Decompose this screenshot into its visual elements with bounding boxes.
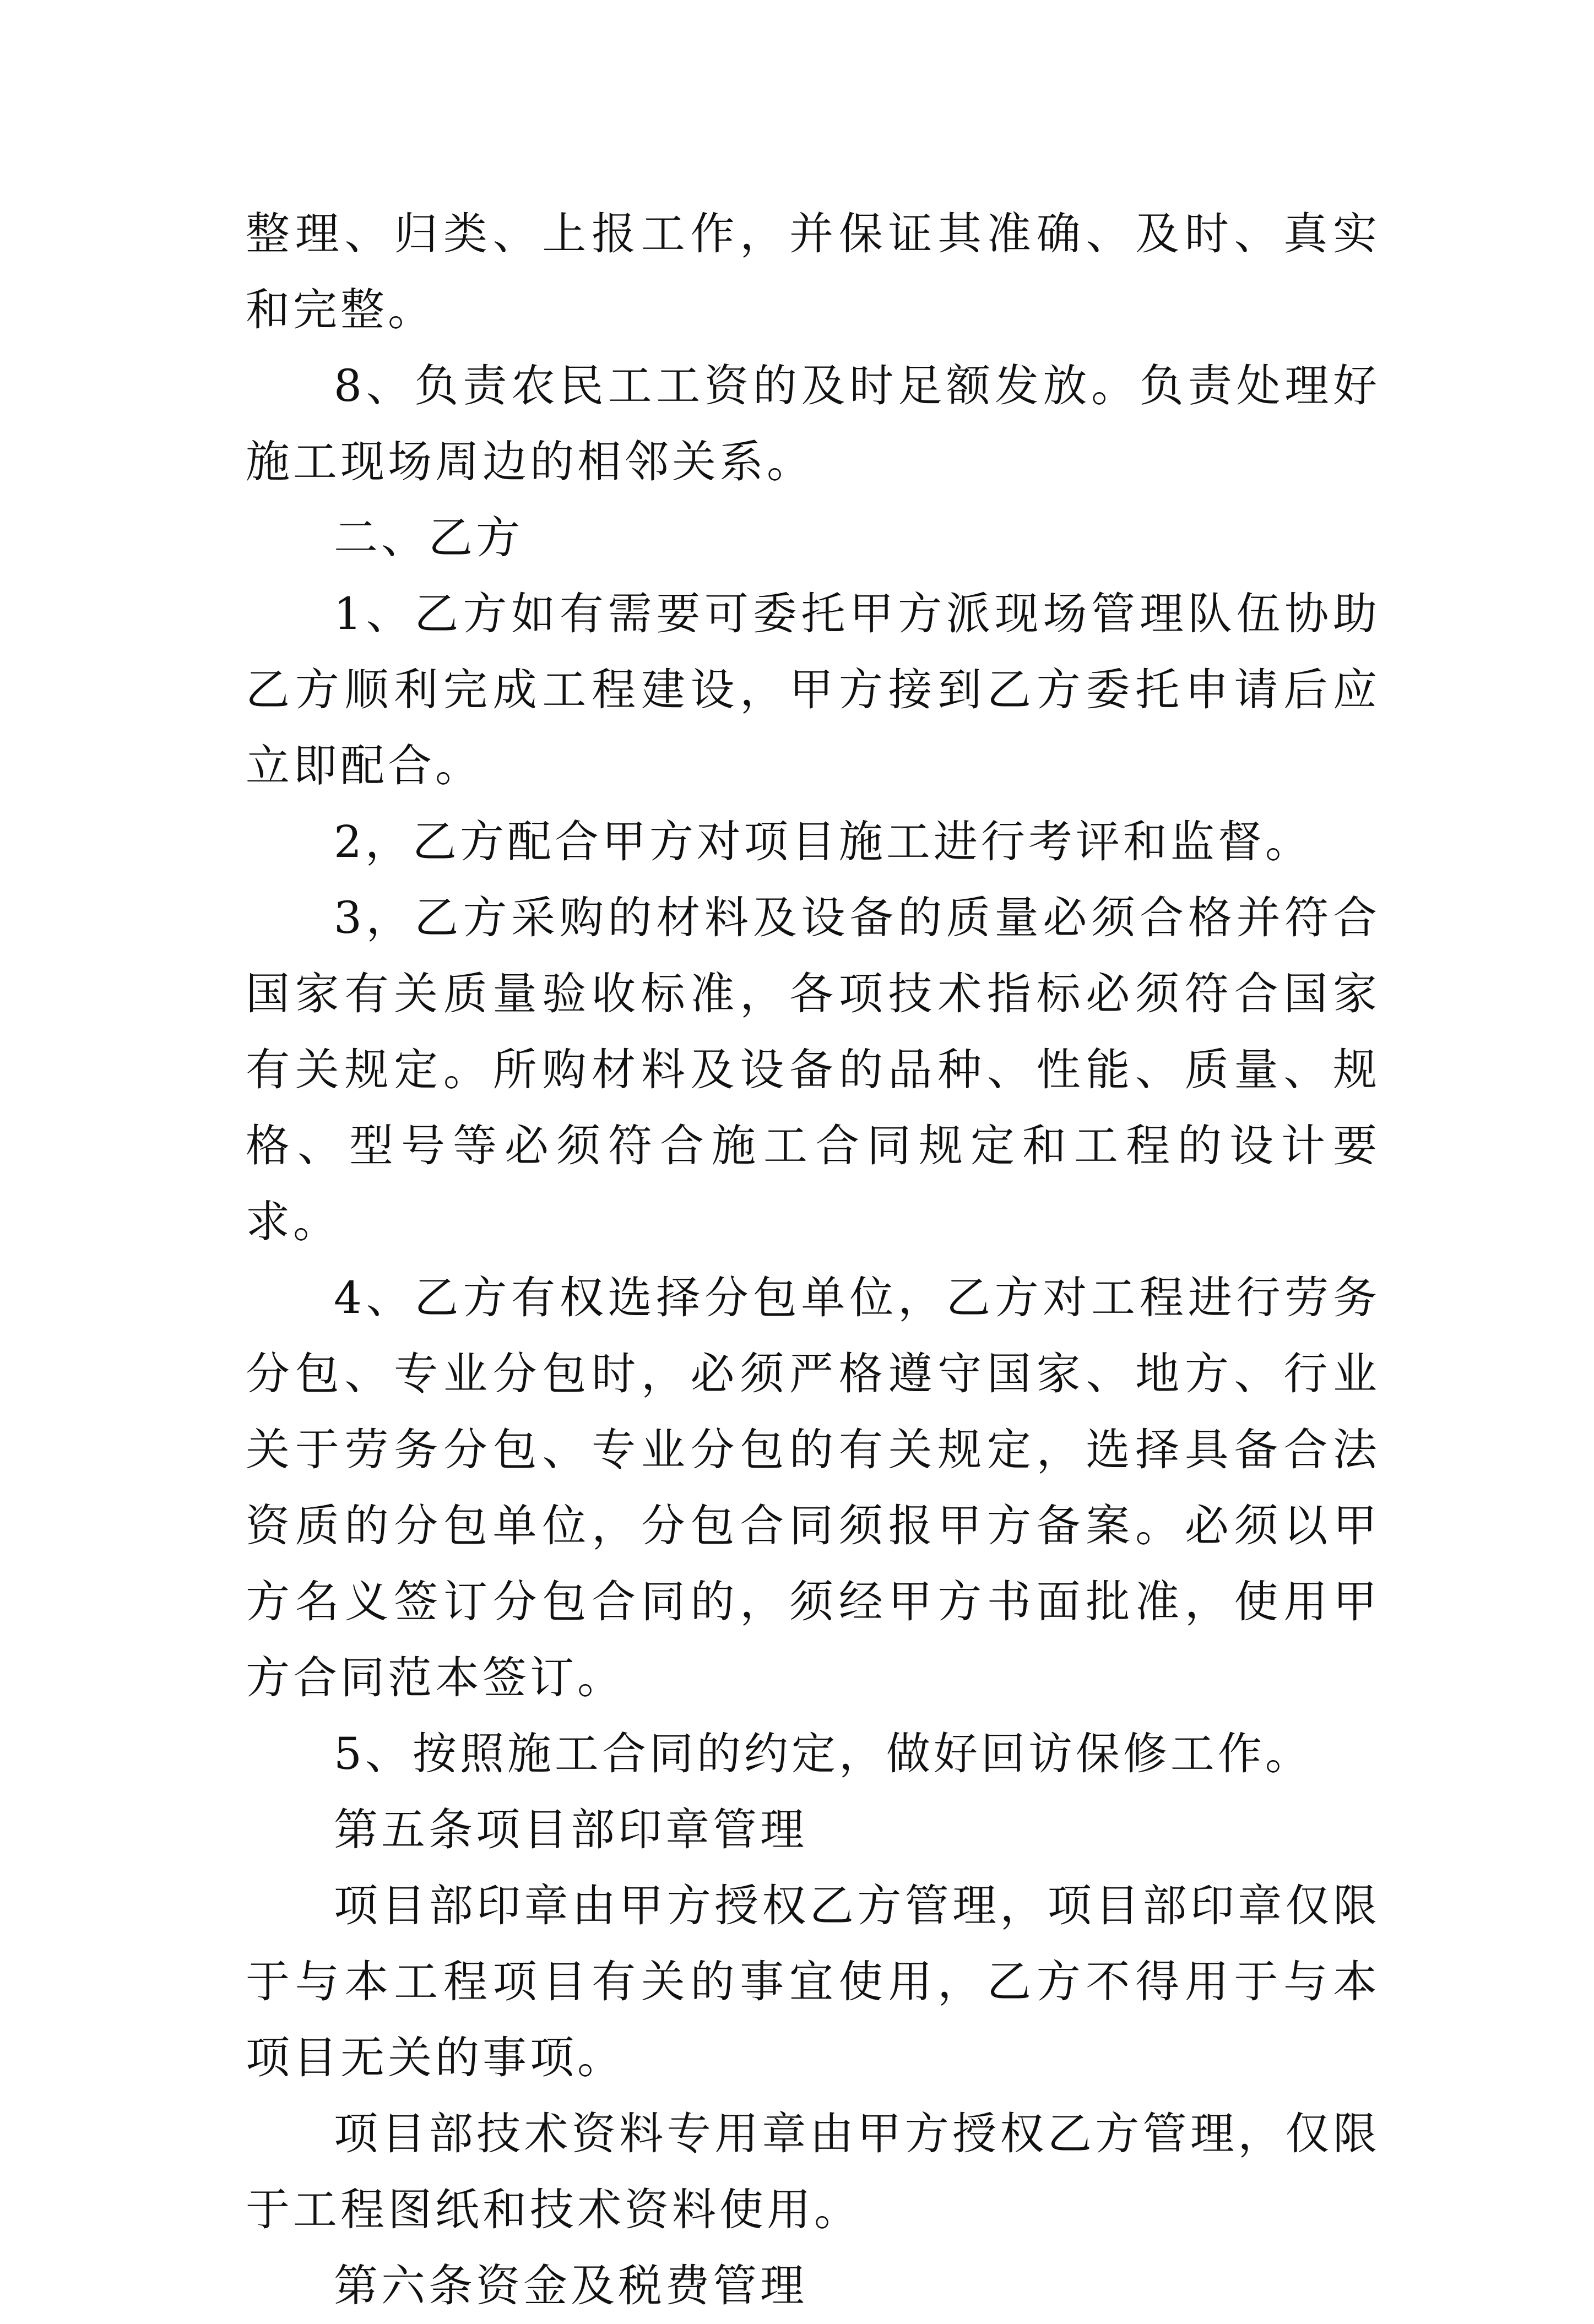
paragraph: 项目部技术资料专用章由甲方授权乙方管理，仅限于工程图纸和技术资料使用。 (246, 2108, 1380, 2235)
paragraph: 项目部印章由甲方授权乙方管理，项目部印章仅限于与本工程项目有关的事宜使用，乙方不得用于与本项目无关的事项。 (246, 1880, 1380, 2083)
section-heading: 二、乙方 (334, 512, 523, 563)
paragraph: 3，乙方采购的材料及设备的质量必须合格并符合国家有关质量验收标准，各项技术指标必须符合国家有关规定。所购材料及设备的品种、性能、质量、规格、型号等必须符合施工合同规定和工程的设计要求。 (246, 892, 1380, 1247)
paragraph: 1、乙方如有需要可委托甲方派现场管理队伍协助乙方顺利完成工程建设，甲方接到乙方委托申请后应立即配合。 (246, 588, 1380, 791)
paragraph: 整理、归类、上报工作，并保证其准确、及时、真实和完整。 (246, 208, 1380, 335)
article-heading: 第六条资金及税费管理 (334, 2260, 807, 2311)
paragraph: 5、按照施工合同的约定，做好回访保修工作。 (334, 1728, 1313, 1779)
paragraph: 4、乙方有权选择分包单位，乙方对工程进行劳务分包、专业分包时，必须严格遵守国家、地方、行业关于劳务分包、专业分包的有关规定，选择具备合法资质的分包单位，分包合同须报甲方备案。必须以甲方名义签订分包合同的，须经甲方书面批准，使用甲方合同范本签订。 (246, 1272, 1380, 1703)
paragraph: 8、负责农民工工资的及时足额发放。负责处理好施工现场周边的相邻关系。 (246, 360, 1380, 487)
article-heading: 第五条项目部印章管理 (334, 1804, 807, 1855)
document-body (246, 196, 1380, 2324)
paragraph: 2，乙方配合甲方对项目施工进行考评和监督。 (334, 816, 1313, 867)
